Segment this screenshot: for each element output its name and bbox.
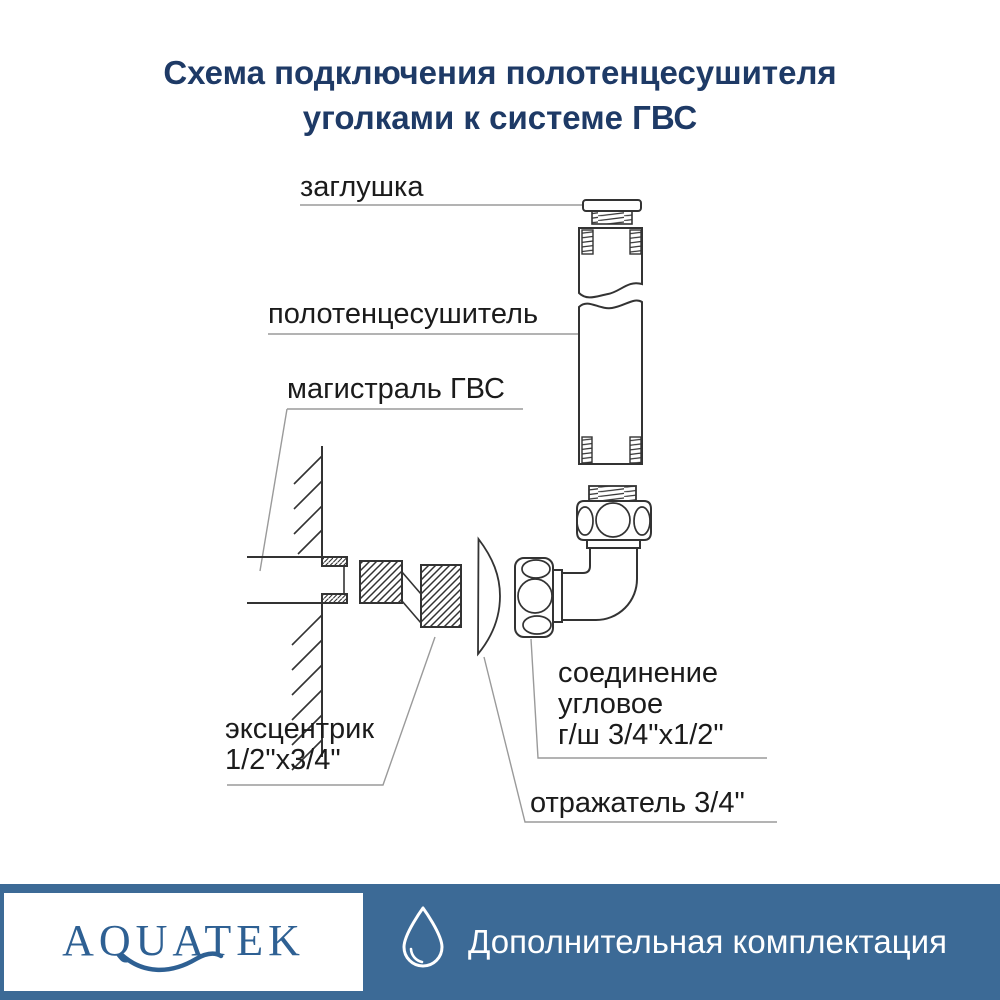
main-pipe-drawing (247, 557, 347, 603)
water-drop-icon (399, 904, 447, 972)
cap-drawing (583, 200, 641, 224)
label-cap: заглушка (300, 171, 424, 203)
footer-caption (468, 884, 947, 1000)
label-eccentric-line2: 1/2"x3/4" (225, 744, 341, 776)
label-main-line: магистраль ГВС (287, 373, 505, 405)
eccentric-drawing (360, 561, 461, 627)
label-reflector: отражатель 3/4" (530, 787, 745, 819)
brand-logo-text: AQUATEK (62, 915, 305, 965)
reflector-drawing (478, 539, 500, 654)
label-towel-rail: полотенцесушитель (268, 298, 539, 330)
label-angle-connection (558, 658, 724, 751)
footer-bar (0, 884, 1000, 1000)
towel-rail-drawing (579, 228, 642, 464)
brand-logo (4, 893, 363, 991)
footer-caption-text: Дополнительная комплектация (468, 923, 947, 960)
label-eccentric (225, 714, 374, 776)
label-eccentric-line1: эксцентрик (225, 713, 375, 745)
label-angle-line1: соединение (558, 657, 719, 689)
title-line2: уголками к системе ГВС (302, 99, 698, 136)
label-angle-line2: угловое (558, 688, 664, 720)
title-line1: Схема подключения полотенцесушителя (163, 54, 837, 91)
label-angle-line3: г/ш 3/4"x1/2" (558, 719, 724, 751)
logo-swoosh (4, 893, 363, 991)
angle-connection-drawing (515, 486, 651, 637)
